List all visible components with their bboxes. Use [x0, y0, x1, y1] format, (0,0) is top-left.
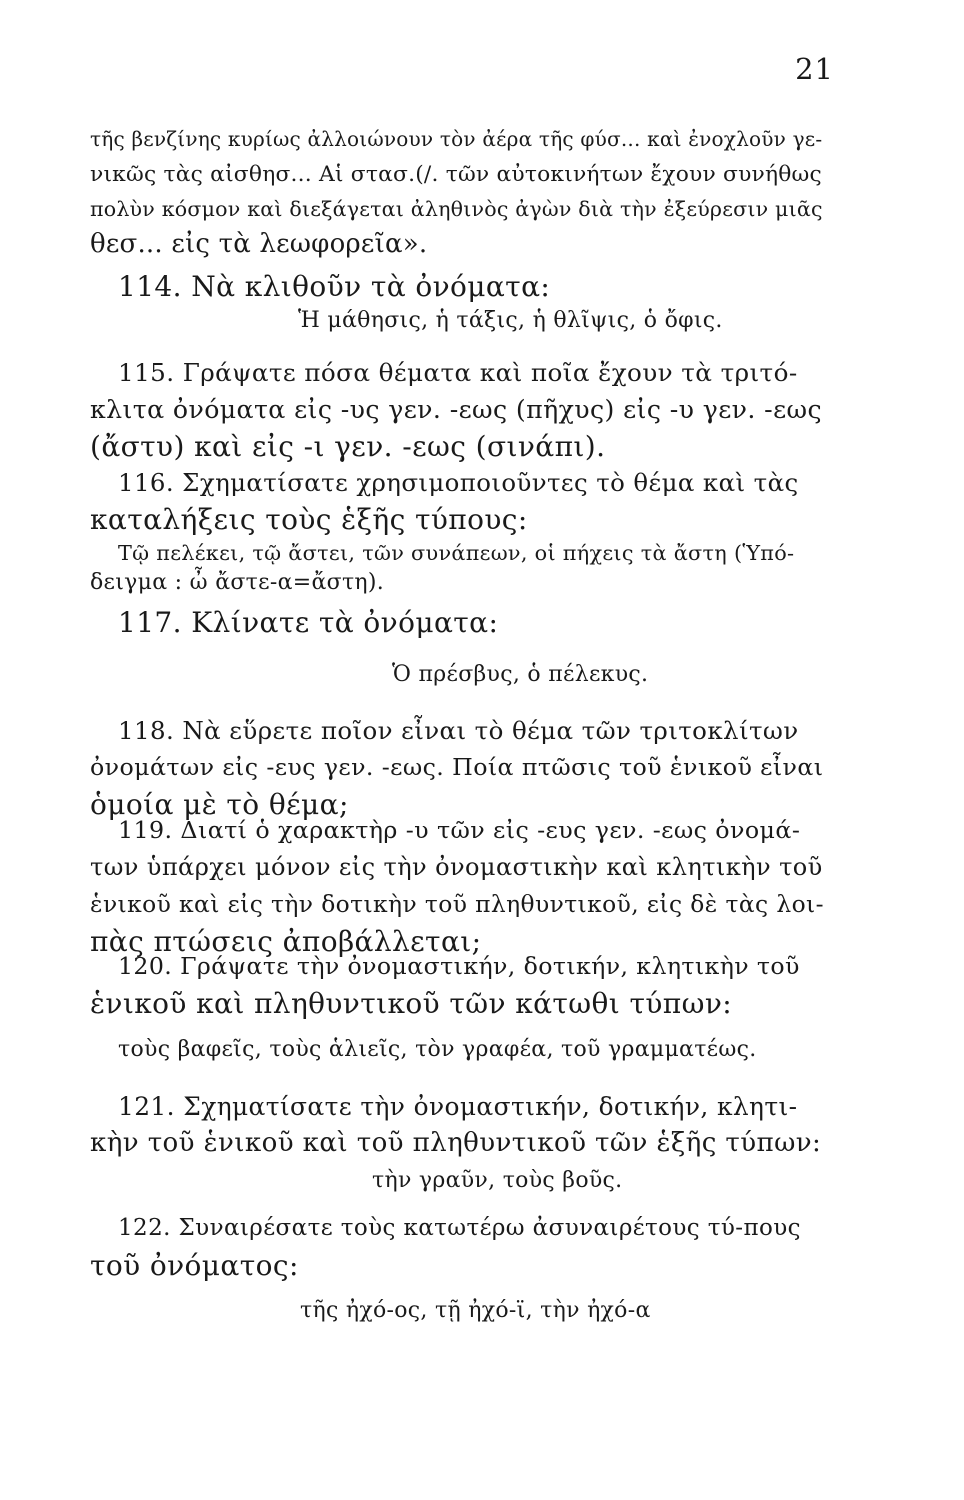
exercise-text: 116. Σχηματίσατε χρησιμοποιοῦντες τὸ θέμα καὶ τὰς: [118, 468, 799, 497]
page-number: 21: [795, 52, 834, 86]
exercise-text: κλιτα ὀνόματα εἰς -υς γεν. -εως (πῆχυς) εἰς -υ γεν. -εως: [90, 395, 822, 424]
exercise-114: [118, 268, 863, 305]
text-line: νικῶς τὰς αἰσθησ... Αἱ στασ.(/. τῶν αὐτοκινήτων ἔχουν συνήθως: [90, 162, 822, 187]
exercise-text: κὴν τοῦ ἑνικοῦ καὶ τοῦ πληθυντικοῦ τῶν ἑξῆς τύπων:: [90, 1128, 822, 1158]
example-text: Τῷ πελέκει, τῷ ἄστει, τῶν συνάπεων, οἱ πήχεις τὰ ἄστη (Ὑπό-: [118, 541, 795, 565]
exercise-text: 114. Νὰ κλιθοῦν τὰ ὀνόματα:: [118, 270, 551, 303]
example-text: δειγμα : ὦ ἄστε-α=ἄστη).: [90, 570, 385, 595]
text-line: θεσ... εἰς τὰ λεωφορεῖα».: [90, 229, 428, 259]
exercise-120-example: τοὺς βαφεῖς, τοὺς ἁλιεῖς, τὸν γραφέα, τοῦ γραμματέως.: [118, 1037, 757, 1062]
exercise-text: πὰς πτώσεις ἀποβάλλεται;: [90, 925, 482, 958]
exercise-119: [90, 812, 835, 960]
exercise-text: ὀνομάτων εἰς -ευς γεν. -εως. Ποία πτῶσις τοῦ ἑνικοῦ εἶναι: [90, 753, 824, 781]
exercise-116: [90, 464, 835, 538]
exercise-115: [90, 354, 835, 465]
exercise-text: 121. Σχηματίσατε τὴν ὀνομαστικήν, δοτικήν, κλητι-: [118, 1092, 798, 1121]
exercise-text: ἑνικοῦ καὶ πληθυντικοῦ τῶν κάτωθι τύπων:: [90, 987, 733, 1020]
exercise-text: 118. Νὰ εὕρετε ποῖον εἶναι τὸ θέμα τῶν τριτοκλίτων: [118, 716, 799, 745]
exercise-121: [90, 1088, 835, 1162]
exercise-text: 119. Διατί ὁ χαρακτὴρ -υ τῶν εἰς -ευς γεν. -εως ὀνομά-: [118, 816, 801, 844]
exercise-117: [118, 604, 863, 641]
exercise-122-example: τῆς ἠχό-ος, τῇ ἠχό-ϊ, τὴν ἠχό-α: [300, 1298, 651, 1323]
exercise-117-example: Ὁ πρέσβυς, ὁ πέλεκυς.: [392, 662, 649, 687]
intro-paragraph: [90, 122, 835, 262]
exercise-text: 122. Συναιρέσατε τοὺς κατωτέρω ἀσυναιρέτους τύ-πους: [118, 1215, 801, 1241]
exercise-116-example: [90, 538, 835, 598]
exercise-text: ἑνικοῦ καὶ εἰς τὴν δοτικὴν τοῦ πληθυντικοῦ, εἰς δὲ τὰς λοι-: [90, 890, 824, 918]
exercise-text: 120. Γράψατε τὴν ὀνομαστικήν, δοτικήν, κλητικὴν τοῦ: [118, 952, 800, 980]
exercise-text: τοῦ ὀνόματος:: [90, 1249, 299, 1282]
exercise-text: καταλήξεις τοὺς ἑξῆς τύπους:: [90, 503, 528, 536]
exercise-text: (ἄστυ) καὶ εἰς -ι γεν. -εως (σινάπι).: [90, 430, 606, 463]
exercise-text: 115. Γράψατε πόσα θέματα καὶ ποῖα ἔχουν τὰ τριτό-: [118, 358, 798, 387]
exercise-text: των ὑπάρχει μόνον εἰς τὴν ὀνομαστικὴν καὶ κλητικὴν τοῦ: [90, 853, 823, 881]
exercise-120: [90, 948, 835, 1022]
exercise-122: [90, 1210, 835, 1284]
text-line: πολὺν κόσμον καὶ διεξάγεται ἀληθινὸς ἀγὼν διὰ τὴν ἐξεύρεσιν μιᾶς: [90, 197, 823, 221]
exercise-text: ὁμοία μὲ τὸ θέμα;: [90, 788, 349, 821]
exercise-114-example: Ἡ μάθησις, ἡ τάξις, ἡ θλῖψις, ὁ ὄφις.: [298, 308, 723, 333]
exercise-text: 117. Κλίνατε τὰ ὀνόματα:: [118, 606, 499, 639]
text-line: τῆς βενζίνης κυρίως ἀλλοιώνουν τὸν ἀέρα τῆς φύσ... καὶ ἐνοχλοῦν γε-: [90, 127, 823, 151]
exercise-121-example: τὴν γραῦν, τοὺς βοῦς.: [372, 1168, 623, 1193]
exercise-118: [90, 712, 835, 823]
